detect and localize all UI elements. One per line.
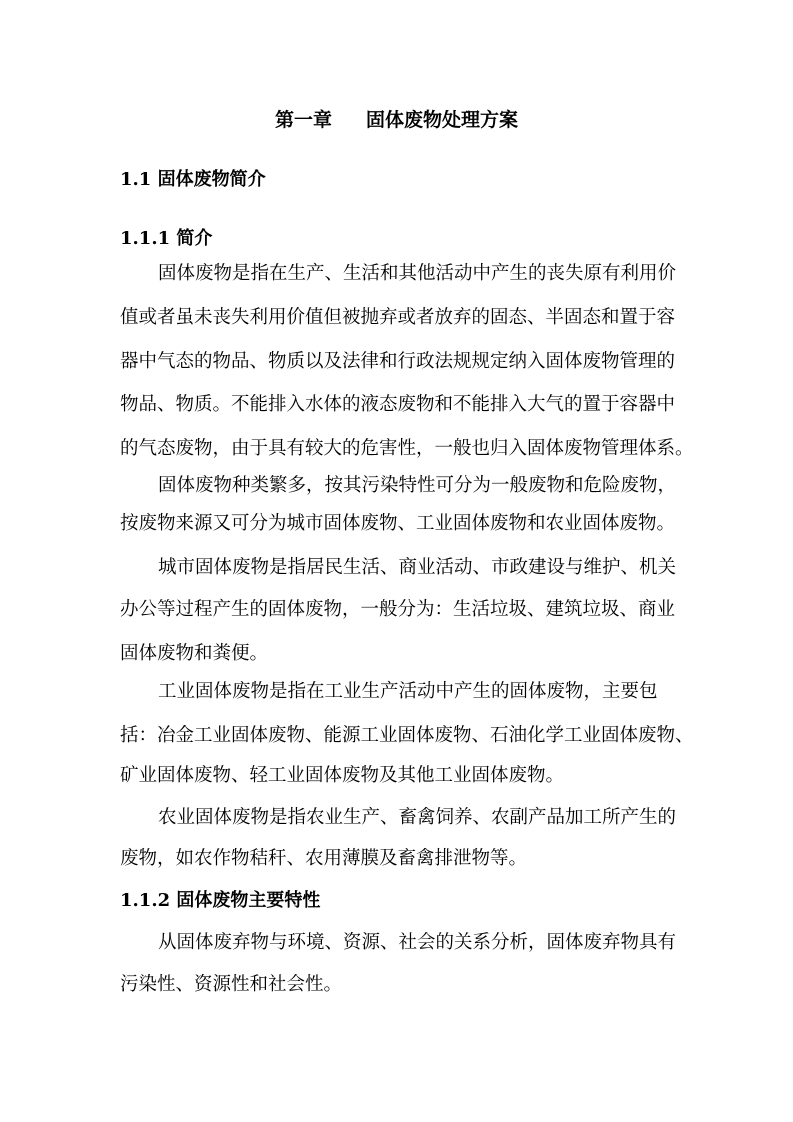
- paragraph-line: 固体废物是指在生产、生活和其他活动中产生的丧失原有利用价: [158, 263, 677, 284]
- paragraph-line: 工业固体废物是指在工业生产活动中产生的固体废物，主要包: [158, 681, 658, 702]
- paragraph-line: 的气态废物，由于具有较大的危害性，一般也归入固体废物管理体系。: [120, 438, 694, 459]
- paragraph-line: 物品、物质。不能排入水体的液态废物和不能排入大气的置于容器中: [120, 394, 676, 415]
- paragraph-line: 城市固体废物是指居民生活、商业活动、市政建设与维护、机关: [158, 557, 677, 578]
- paragraph-line: 从固体废弃物与环境、资源、社会的关系分析，固体废弃物具有: [158, 932, 677, 953]
- paragraph-line: 办公等过程产生的固体废物，一般分为：生活垃圾、建筑垃圾、商业: [120, 599, 676, 620]
- paragraph-line: 值或者虽未丧失利用价值但被抛弃或者放弃的固态、半固态和置于容: [120, 307, 676, 328]
- paragraph-line: 括：冶金工业固体废物、能源工业固体废物、石油化学工业固体废物、: [120, 725, 694, 746]
- paragraph-line: 污染性、资源性和社会性。: [120, 974, 343, 995]
- paragraph-line: 废物，如农作物秸秆、农用薄膜及畜禽排泄物等。: [120, 848, 528, 869]
- paragraph-line: 固体废物种类繁多，按其污染特性可分为一般废物和危险废物，: [158, 475, 677, 496]
- paragraph-line: 固体废物和粪便。: [120, 643, 269, 664]
- chapter-number: 第一章: [274, 109, 332, 131]
- section-heading-1-1-2: 1.1.2 固体废物主要特性: [120, 890, 321, 911]
- chapter-name: 固体废物处理方案: [366, 109, 519, 131]
- chapter-title: [0, 105, 793, 132]
- section-heading-1-1: 1.1 固体废物简介: [120, 169, 266, 190]
- paragraph-line: 按废物来源又可分为城市固体废物、工业固体废物和农业固体废物。: [120, 513, 676, 534]
- section-heading-1-1-1: 1.1.1 简介: [120, 228, 213, 249]
- paragraph-line: 矿业固体废物、轻工业固体废物及其他工业固体废物。: [120, 765, 565, 786]
- paragraph-line: 农业固体废物是指农业生产、畜禽饲养、农副产品加工所产生的: [158, 807, 677, 828]
- paragraph-line: 器中气态的物品、物质以及法律和行政法规规定纳入固体废物管理的: [120, 351, 676, 372]
